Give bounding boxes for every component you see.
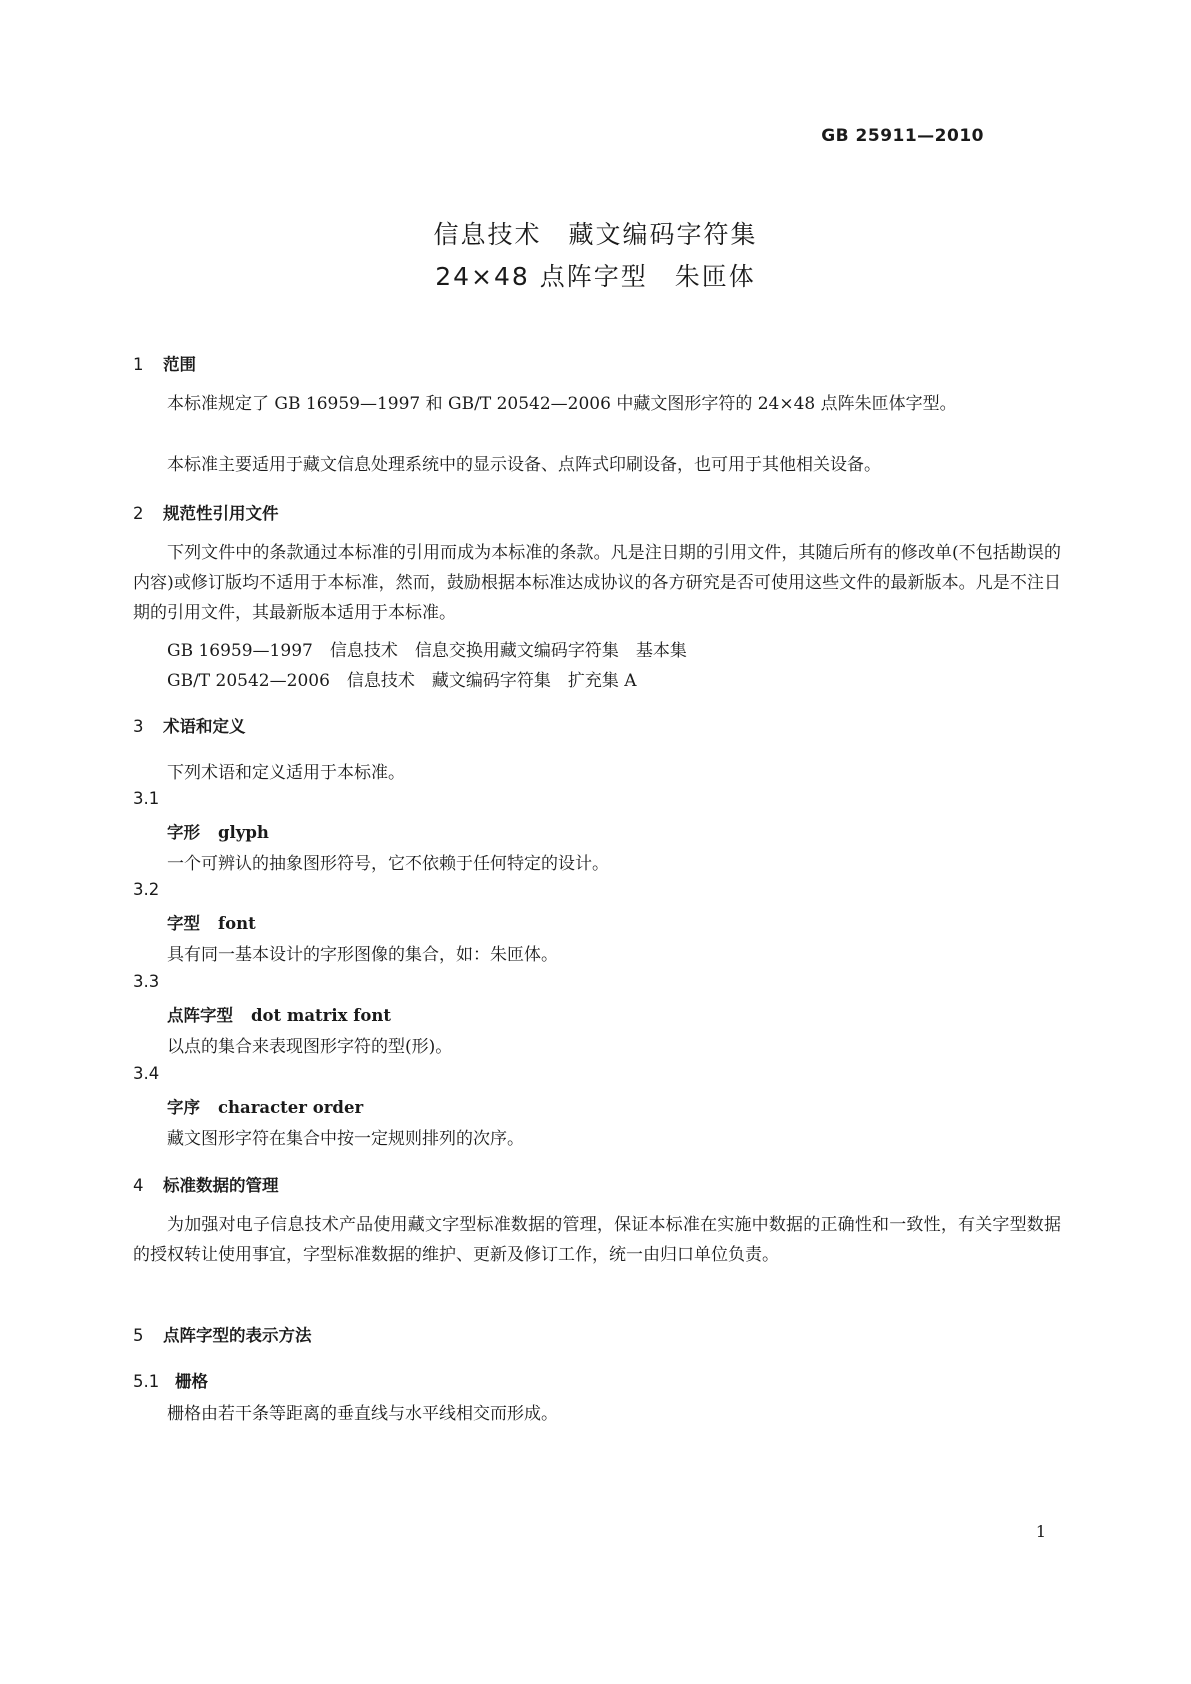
section-number: 2 (133, 504, 144, 523)
term-chinese: 点阵字型 (167, 1006, 233, 1025)
term-number: 3.3 (133, 972, 160, 991)
term-heading (167, 1002, 391, 1026)
term-english: dot matrix font (251, 1006, 391, 1025)
term-chinese: 字型 (167, 914, 200, 933)
section-number: 1 (133, 355, 144, 374)
term-number: 3.2 (133, 880, 160, 899)
term-definition: 一个可辨认的抽象图形符号，它不依赖于任何特定的设计。 (167, 854, 609, 874)
term-number: 3.4 (133, 1064, 160, 1083)
section-number: 3 (133, 717, 144, 736)
section-title: 规范性引用文件 (163, 504, 279, 523)
term-definition: 以点的集合来表现图形字符的型(形)。 (167, 1037, 453, 1057)
term-english: character order (218, 1098, 364, 1117)
term-heading (167, 910, 256, 934)
section-title: 范围 (163, 355, 196, 374)
term-definition: 藏文图形字符在集合中按一定规则排列的次序。 (167, 1129, 524, 1149)
section-3-intro: 下列术语和定义适用于本标准。 (167, 763, 405, 783)
section-title: 点阵字型的表示方法 (163, 1326, 312, 1345)
normative-reference-2: GB/T 20542—2006 信息技术 藏文编码字符集 扩充集 A (167, 671, 637, 691)
section-5-heading (133, 1322, 312, 1346)
page-number: 1 (1035, 1522, 1046, 1541)
subsection-5-1-heading (133, 1368, 208, 1392)
section-number: 4 (133, 1176, 144, 1195)
subsection-number: 5.1 (133, 1372, 160, 1391)
section-4-paragraph-1: 为加强对电子信息技术产品使用藏文字型标准数据的管理，保证本标准在实施中数据的正确性和一致性，有关字型数据的授权转让使用事宜，字型标准数据的维护、更新及修订工作，统一由归口单位负责。 (133, 1215, 1061, 1265)
document-title-line2: 24×48 点阵字型 朱匝体 (435, 262, 756, 291)
subsection-5-1-paragraph: 栅格由若干条等距离的垂直线与水平线相交而形成。 (167, 1404, 558, 1424)
term-heading (167, 819, 269, 843)
term-english: font (218, 914, 256, 933)
normative-reference-1: GB 16959—1997 信息技术 信息交换用藏文编码字符集 基本集 (167, 641, 687, 661)
section-1-paragraph-1: 本标准规定了 GB 16959—1997 和 GB/T 20542—2006 中藏文图形字符的 24×48 点阵朱匝体字型。 (167, 394, 957, 414)
term-number: 3.1 (133, 789, 160, 808)
section-3-heading (133, 713, 246, 737)
standard-number: GB 25911—2010 (821, 126, 984, 146)
term-chinese: 字形 (167, 823, 200, 842)
section-4-heading (133, 1172, 279, 1196)
term-chinese: 字序 (167, 1098, 200, 1117)
subsection-title: 栅格 (175, 1372, 208, 1391)
term-heading (167, 1094, 363, 1118)
term-english: glyph (218, 823, 269, 842)
term-definition: 具有同一基本设计的字形图像的集合，如：朱匝体。 (167, 945, 558, 965)
section-2-paragraph-1: 下列文件中的条款通过本标准的引用而成为本标准的条款。凡是注日期的引用文件，其随后所有的修改单(不包括勘误的内容)或修订版均不适用于本标准，然而，鼓励根据本标准达成协议的各方研究是否可使用这些文件的最新版本。凡是不注日期的引用文件，其最新版本适用于本标准。 (133, 543, 1061, 623)
section-1-paragraph-2: 本标准主要适用于藏文信息处理系统中的显示设备、点阵式印刷设备，也可用于其他相关设备。 (167, 455, 881, 475)
section-2-heading (133, 500, 279, 524)
section-title: 标准数据的管理 (163, 1176, 279, 1195)
section-number: 5 (133, 1326, 144, 1345)
section-title: 术语和定义 (163, 717, 246, 736)
document-title-line1: 信息技术 藏文编码字符集 (433, 220, 758, 249)
section-1-heading (133, 351, 196, 375)
